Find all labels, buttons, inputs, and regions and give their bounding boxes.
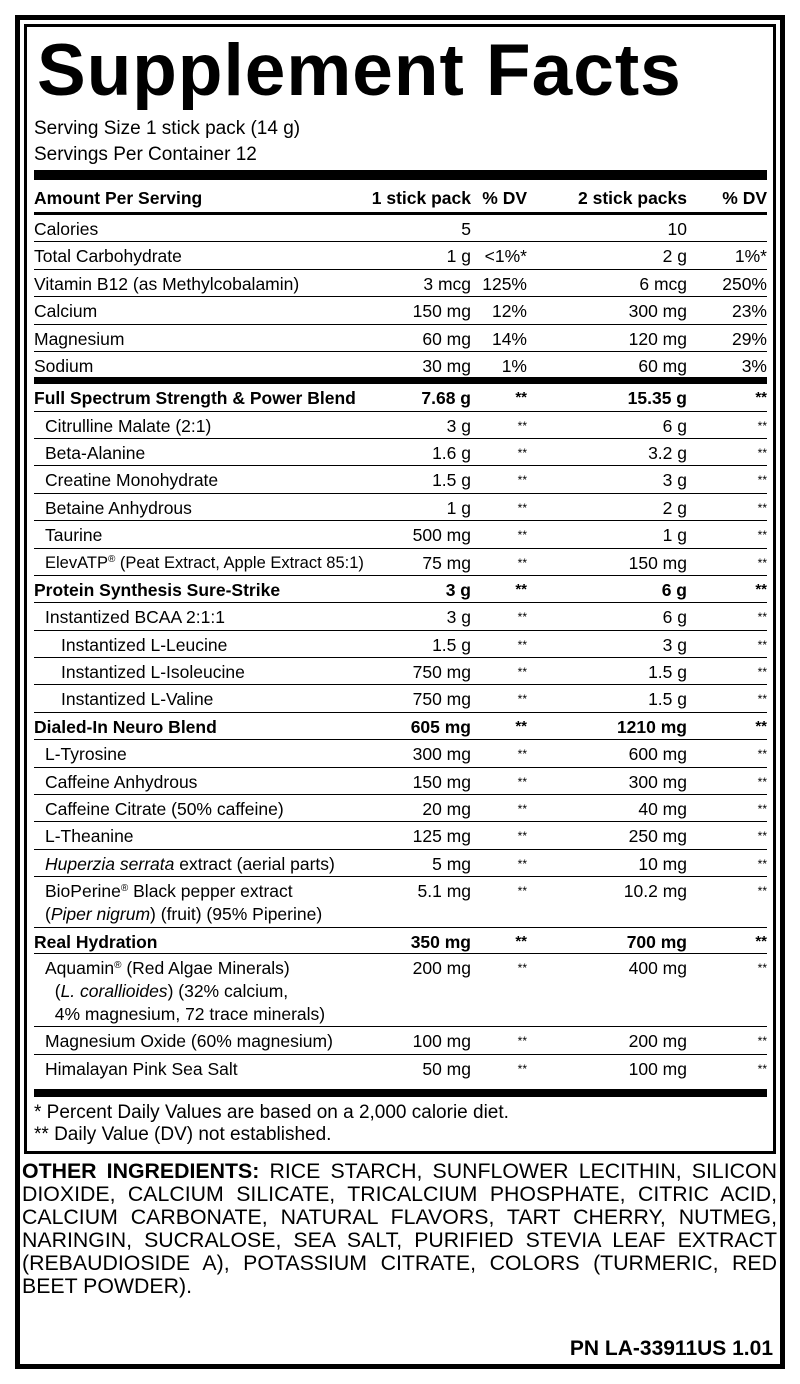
dv-1: ** <box>517 747 527 761</box>
amount-1: 20 mg <box>422 799 471 819</box>
ingredient-name: BioPerine® Black pepper extract (Piper nigrum) (fruit) (95% Piperine) <box>45 881 323 924</box>
amount-1: 3 g <box>445 580 471 600</box>
amount-2: 3 g <box>662 470 687 490</box>
table-row <box>34 740 767 768</box>
dv-2: ** <box>757 802 767 816</box>
dv-1: ** <box>517 1062 527 1076</box>
ingredient-name: Himalayan Pink Sea Salt <box>45 1059 238 1079</box>
table-row <box>34 439 767 466</box>
dv-2: ** <box>757 446 767 460</box>
amount-1: 60 mg <box>422 329 471 349</box>
ingredient-name: Aquamin® (Red Algae Minerals) (L. corallioides) (32% calcium, 4% magnesium, 72 trace minerals) <box>45 958 326 1024</box>
amount-2: 6 mcg <box>639 274 687 294</box>
dv-1: ** <box>517 556 527 570</box>
facts-table <box>34 180 767 1083</box>
amount-1: 3 mcg <box>423 274 471 294</box>
dv-1: ** <box>517 528 527 542</box>
blend-name: Real Hydration <box>34 932 158 952</box>
ingredient-name: Taurine <box>45 525 103 545</box>
dv-1: ** <box>517 857 527 871</box>
dv-2: ** <box>757 775 767 789</box>
ingredient-name: Betaine Anhydrous <box>45 498 192 518</box>
dv-1: ** <box>517 884 527 898</box>
dv-2: ** <box>757 501 767 515</box>
table-row <box>34 325 767 352</box>
blend-name: Full Spectrum Strength & Power Blend <box>34 388 356 408</box>
dv-2: 23% <box>731 301 767 321</box>
ingredient-name: Citrulline Malate (2:1) <box>45 416 212 436</box>
amount-2: 700 mg <box>626 932 687 952</box>
dv-2: ** <box>757 1062 767 1076</box>
amount-per-serving-label: Amount Per Serving <box>34 188 203 208</box>
amount-1: 50 mg <box>422 1059 471 1079</box>
dv-1: <1%* <box>484 246 527 266</box>
table-row <box>34 352 767 377</box>
col-dv1-header: % DV <box>482 188 527 208</box>
thick-divider-mid <box>34 377 767 384</box>
table-row <box>34 494 767 521</box>
amount-1: 150 mg <box>412 301 471 321</box>
amount-2: 6 g <box>662 416 687 436</box>
table-row <box>34 466 767 494</box>
dv-1: ** <box>517 775 527 789</box>
dv-2: ** <box>755 389 767 406</box>
amount-1: 1.6 g <box>432 443 471 463</box>
table-row <box>34 297 767 325</box>
table-row-aquamin <box>34 954 767 1027</box>
dv-2: ** <box>755 718 767 735</box>
ingredient-name: Beta-Alanine <box>45 443 146 463</box>
dv-1: 12% <box>491 301 527 321</box>
dv-2: 250% <box>722 274 767 294</box>
table-row-elevatp <box>34 549 767 576</box>
amount-1: 3 g <box>446 416 471 436</box>
amount-2: 2 g <box>662 246 687 266</box>
amount-2: 300 mg <box>628 772 687 792</box>
dv-2: ** <box>757 610 767 624</box>
ingredient-name: ElevATP® (Peat Extract, Apple Extract 85:1) <box>45 554 364 572</box>
amount-2: 200 mg <box>628 1031 687 1051</box>
amount-1: 500 mg <box>412 525 471 545</box>
panel-title: Supplement Facts <box>37 30 682 111</box>
amount-2: 3 g <box>662 635 687 655</box>
dv-2: ** <box>757 473 767 487</box>
amount-2: 250 mg <box>628 826 687 846</box>
dv-1: ** <box>517 692 527 706</box>
dv-1: ** <box>515 581 527 598</box>
blend-row-neuro <box>34 713 767 740</box>
nutrient-name: Vitamin B12 (as Methylcobalamin) <box>34 274 300 294</box>
blend-name: Dialed-In Neuro Blend <box>34 717 217 737</box>
dv-1: ** <box>517 638 527 652</box>
dv-1: ** <box>517 1034 527 1048</box>
dv-2: 29% <box>731 329 767 349</box>
amount-1: 5 <box>461 219 471 239</box>
table-row <box>34 603 767 631</box>
ingredient-name: Instantized L-Leucine <box>61 635 228 655</box>
amount-1: 1.5 g <box>432 470 471 490</box>
ingredient-name: Instantized L-Isoleucine <box>61 662 245 682</box>
amount-1: 1 g <box>446 246 471 266</box>
dv-2: ** <box>757 692 767 706</box>
dv-1: ** <box>517 610 527 624</box>
dv-2: ** <box>757 528 767 542</box>
amount-2: 600 mg <box>628 744 687 764</box>
col-2-sticks-header: 2 stick packs <box>578 188 687 208</box>
nutrient-name: Sodium <box>34 356 94 376</box>
table-row-bioperine <box>34 877 767 928</box>
amount-2: 6 g <box>661 580 687 600</box>
dv-1: ** <box>517 802 527 816</box>
amount-2: 1 g <box>662 525 687 545</box>
ingredient-name: L-Theanine <box>45 826 134 846</box>
dv-1: ** <box>517 501 527 515</box>
amount-1: 75 mg <box>422 553 471 573</box>
footnote-dv: * Percent Daily Values are based on a 2,000 calorie diet. <box>34 1102 509 1123</box>
amount-2: 3.2 g <box>648 443 687 463</box>
dv-2: ** <box>757 556 767 570</box>
amount-2: 2 g <box>662 498 687 518</box>
nutrient-name: Magnesium <box>34 329 125 349</box>
amount-1: 5.1 mg <box>417 881 471 901</box>
dv-1: ** <box>517 829 527 843</box>
amount-1: 30 mg <box>422 356 471 376</box>
dv-2: ** <box>757 857 767 871</box>
table-row <box>34 631 767 658</box>
dv-1: ** <box>517 961 527 975</box>
amount-2: 1.5 g <box>648 662 687 682</box>
amount-1: 300 mg <box>412 744 471 764</box>
dv-1: ** <box>517 473 527 487</box>
table-row <box>34 658 767 685</box>
ingredient-name: Creatine Monohydrate <box>45 470 219 490</box>
ingredient-name: Instantized L-Valine <box>61 689 214 709</box>
table-row <box>34 521 767 549</box>
dv-1: ** <box>517 665 527 679</box>
nutrient-name: Total Carbohydrate <box>34 246 182 266</box>
amount-2: 1.5 g <box>648 689 687 709</box>
amount-1: 1.5 g <box>432 635 471 655</box>
dv-2: ** <box>755 933 767 950</box>
amount-2: 1210 mg <box>616 717 687 737</box>
dv-2: ** <box>757 1034 767 1048</box>
nutrient-name: Calcium <box>34 301 98 321</box>
table-row <box>34 412 767 439</box>
table-row <box>34 768 767 795</box>
dv-2: ** <box>757 829 767 843</box>
col-dv2-header: % DV <box>722 188 767 208</box>
dv-2: 3% <box>741 356 767 376</box>
dv-2: ** <box>757 419 767 433</box>
table-row <box>34 215 767 242</box>
dv-2: 1%* <box>734 246 767 266</box>
ingredient-name: Instantized BCAA 2:1:1 <box>45 607 225 627</box>
table-row <box>34 270 767 297</box>
dv-2: ** <box>757 884 767 898</box>
thick-divider-bottom <box>34 1089 767 1097</box>
table-row <box>34 685 767 713</box>
dv-1: ** <box>517 446 527 460</box>
amount-2: 100 mg <box>628 1059 687 1079</box>
table-row <box>34 242 767 270</box>
dv-2: ** <box>755 581 767 598</box>
dv-1: ** <box>517 419 527 433</box>
amount-1: 750 mg <box>412 689 471 709</box>
servings-per-container: Servings Per Container 12 <box>34 144 257 165</box>
dv-2: ** <box>757 747 767 761</box>
amount-1: 100 mg <box>412 1031 471 1051</box>
amount-1: 7.68 g <box>421 388 471 408</box>
dv-2: ** <box>757 665 767 679</box>
dv-2: ** <box>757 961 767 975</box>
amount-2: 300 mg <box>628 301 687 321</box>
table-row-huperzia <box>34 850 767 877</box>
amount-1: 350 mg <box>410 932 471 952</box>
ingredient-name: Magnesium Oxide (60% magnesium) <box>45 1031 333 1051</box>
table-header <box>34 180 767 215</box>
ingredient-name: Caffeine Citrate (50% caffeine) <box>45 799 284 819</box>
table-row <box>34 795 767 822</box>
footnotes <box>34 1102 509 1146</box>
amount-1: 150 mg <box>412 772 471 792</box>
amount-1: 605 mg <box>410 717 471 737</box>
amount-1: 750 mg <box>412 662 471 682</box>
table-row <box>34 1027 767 1055</box>
amount-2: 10 <box>667 219 687 239</box>
dv-2: ** <box>757 638 767 652</box>
amount-2: 120 mg <box>628 329 687 349</box>
part-number: PN LA-33911US 1.01 <box>569 1337 773 1360</box>
other-ingredients-label: OTHER INGREDIENTS: <box>22 1159 260 1183</box>
ingredient-name: L-Tyrosine <box>45 744 127 764</box>
blend-name: Protein Synthesis Sure-Strike <box>34 580 281 600</box>
dv-1: ** <box>515 389 527 406</box>
dv-1: 125% <box>482 274 527 294</box>
thick-divider-top <box>34 170 767 180</box>
amount-2: 10.2 mg <box>623 881 687 901</box>
blend-row-strength <box>34 384 767 412</box>
dv-1: 14% <box>491 329 527 349</box>
table-row <box>34 1055 767 1083</box>
col-1-stick-header: 1 stick pack <box>371 188 471 208</box>
amount-1: 1 g <box>446 498 471 518</box>
other-ingredients <box>22 1160 777 1298</box>
amount-2: 40 mg <box>638 799 687 819</box>
blend-row-hydration <box>34 928 767 954</box>
amount-1: 5 mg <box>432 854 471 874</box>
dv-1: ** <box>515 933 527 950</box>
amount-2: 400 mg <box>628 958 687 978</box>
footnote-not-established: ** Daily Value (DV) not established. <box>34 1124 332 1145</box>
dv-1: ** <box>515 718 527 735</box>
nutrient-name: Calories <box>34 219 99 239</box>
blend-row-protein <box>34 576 767 603</box>
amount-2: 150 mg <box>628 553 687 573</box>
dv-1: 1% <box>501 356 527 376</box>
amount-2: 60 mg <box>638 356 687 376</box>
amount-1: 200 mg <box>412 958 471 978</box>
serving-size: Serving Size 1 stick pack (14 g) <box>34 118 301 139</box>
amount-2: 6 g <box>662 607 687 627</box>
other-ingredients-text: RICE STARCH, SUNFLOWER LECITHIN, SILICON DIOXIDE, CALCIUM SILICATE, TRICALCIUM PHOSPHATE, CITRIC ACID, CALCIUM CARBONATE, NATURAL FLAVORS, TART CHERRY, NUTMEG, NARINGIN, SUCRALOSE, SEA SALT, PURIFIED STEVIA LEAF EXTRACT (REBAUDIOSIDE A), POTASSIUM CITRATE, COLORS (TURMERIC, RED BEET POWDER). <box>22 1159 777 1298</box>
amount-2: 15.35 g <box>627 388 687 408</box>
amount-1: 125 mg <box>412 826 471 846</box>
amount-1: 3 g <box>446 607 471 627</box>
amount-2: 10 mg <box>638 854 687 874</box>
table-row <box>34 822 767 850</box>
supplement-facts-panel <box>24 24 776 1154</box>
ingredient-name: Caffeine Anhydrous <box>45 772 198 792</box>
ingredient-name: Huperzia serrata extract (aerial parts) <box>45 854 335 874</box>
